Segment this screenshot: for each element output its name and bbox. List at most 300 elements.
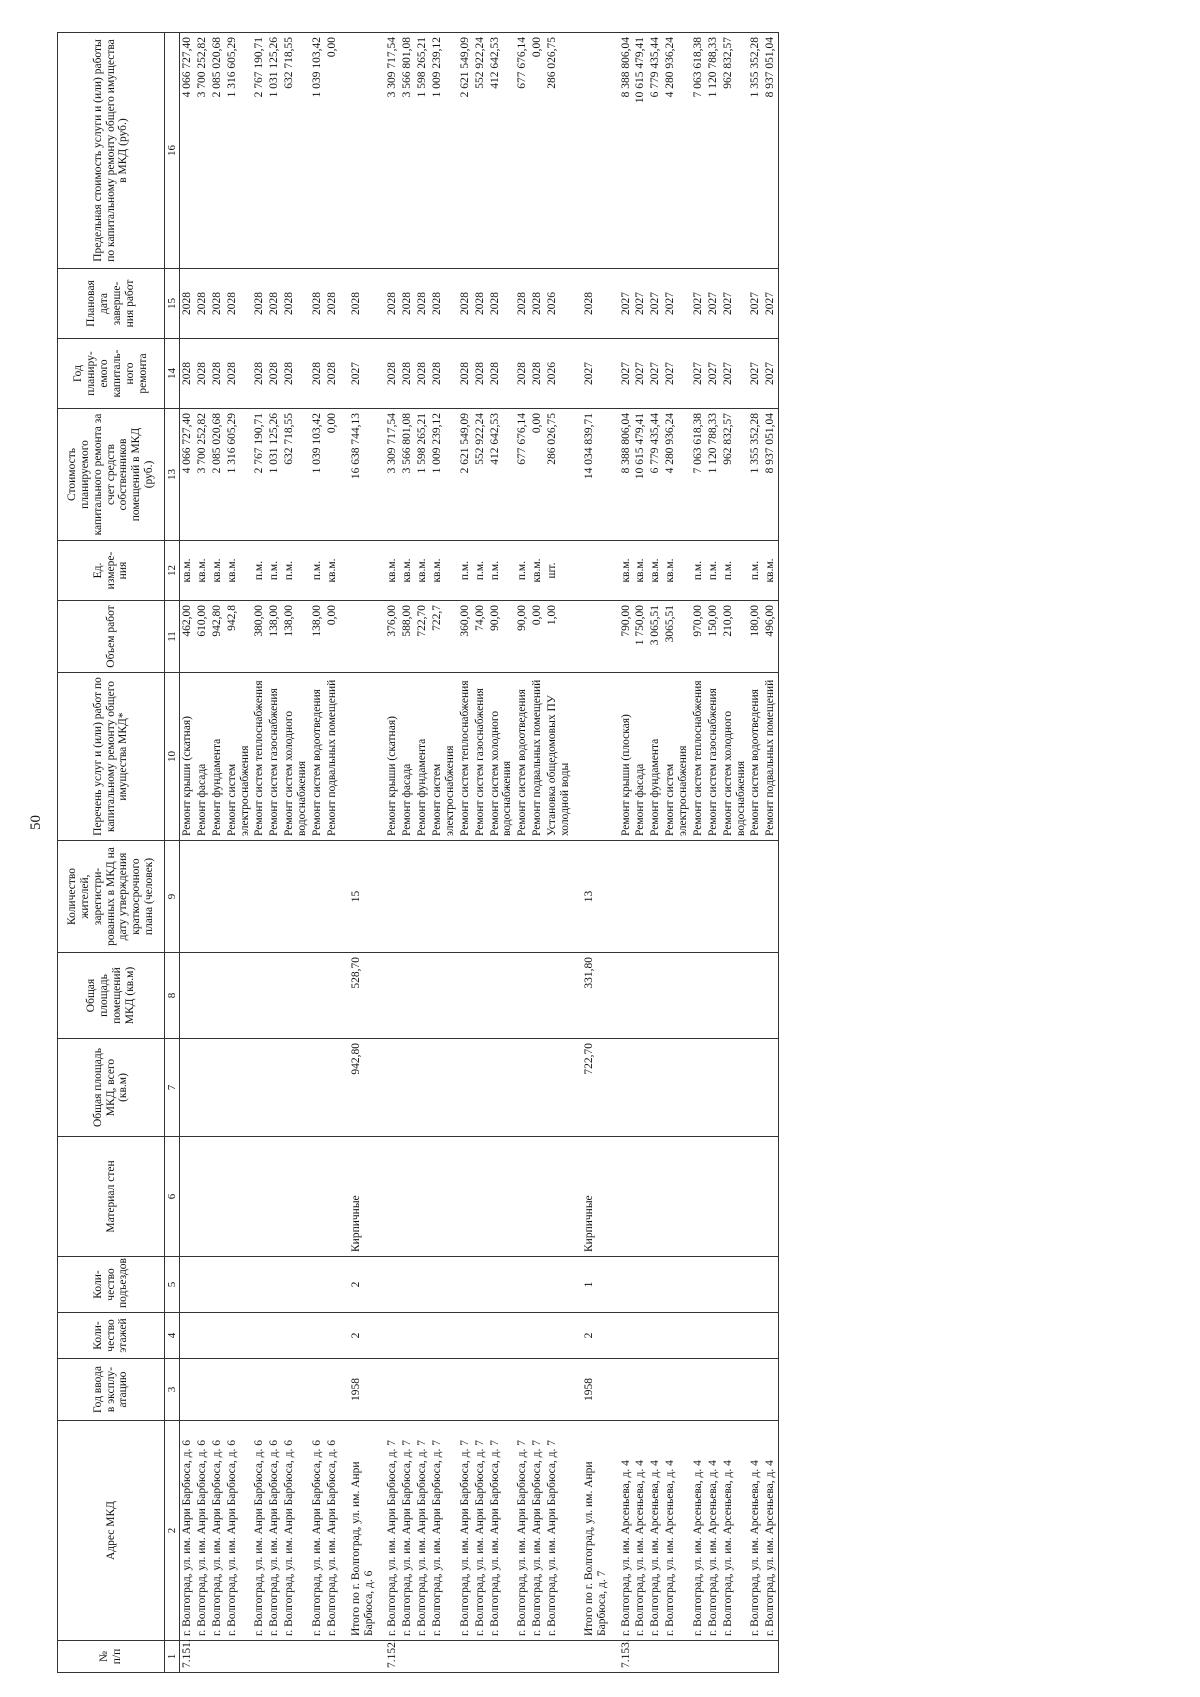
table-row — [530, 33, 545, 1673]
premises-area-cell — [619, 953, 634, 1039]
total-area-cell — [748, 1039, 763, 1137]
work-volume-cell: 74,00 — [473, 601, 488, 673]
total-area-cell — [415, 1039, 430, 1137]
end-date-cell: 2028 — [430, 269, 458, 339]
year-built-cell — [415, 1359, 430, 1421]
wall-material-cell — [648, 1137, 663, 1257]
table-row — [282, 33, 310, 1673]
total-area-cell — [530, 1039, 545, 1137]
unit-cell: кв.м. — [210, 541, 225, 601]
premises-area-cell — [663, 953, 691, 1039]
total-area-cell — [195, 1039, 210, 1137]
work-volume-cell: 0,00 — [325, 601, 340, 673]
premises-area-cell — [180, 953, 195, 1039]
premises-area-cell — [195, 953, 210, 1039]
residents-cell — [748, 841, 763, 953]
row-number — [488, 1641, 516, 1673]
table-row — [515, 33, 530, 1673]
end-date-cell: 2027 — [748, 269, 763, 339]
limit-cost-cell: 632 718,55 — [282, 33, 310, 269]
table-row — [748, 33, 763, 1673]
table-row — [763, 33, 778, 1673]
entrances-cell: 1 — [573, 1257, 619, 1313]
page-number: 50 — [28, 815, 44, 830]
year-built-cell — [225, 1359, 253, 1421]
work-type-cell: Ремонт фундамента — [415, 673, 430, 841]
end-date-cell: 2027 — [663, 269, 691, 339]
wall-material-cell — [619, 1137, 634, 1257]
limit-cost-cell — [340, 33, 386, 269]
table-row — [545, 33, 573, 1673]
work-volume-cell: 180,00 — [748, 601, 763, 673]
row-number — [415, 1641, 430, 1673]
table-row — [648, 33, 663, 1673]
entrances-cell — [691, 1257, 706, 1313]
column-number-15: 15 — [165, 269, 180, 339]
row-number — [648, 1641, 663, 1673]
repair-year-cell: 2028 — [488, 339, 516, 409]
premises-area-cell — [415, 953, 430, 1039]
work-volume-cell: 138,00 — [267, 601, 282, 673]
work-volume-cell: 942,80 — [210, 601, 225, 673]
repair-year-cell: 2028 — [195, 339, 210, 409]
column-number-14: 14 — [165, 339, 180, 409]
column-number-1: 1 — [165, 1641, 180, 1673]
column-header-11: Объем работ — [58, 601, 165, 673]
column-header-13: Стоимость планируемого капитального ремонта за счет средств собственников помещений в МКД (руб.) — [58, 409, 165, 541]
repair-year-cell: 2028 — [458, 339, 473, 409]
work-volume-cell: 610,00 — [195, 601, 210, 673]
row-number — [545, 1641, 573, 1673]
address-cell: г. Волгоград, ул. им. Анри Барбюса, д. 6 — [282, 1421, 310, 1641]
address-cell: г. Волгоград, ул. им. Анри Барбюса, д. 7 — [515, 1421, 530, 1641]
work-type-cell: Ремонт систем теплоснабжения — [691, 673, 706, 841]
column-header-4: Коли-чество этажей — [58, 1313, 165, 1359]
work-type-cell: Ремонт фасада — [633, 673, 648, 841]
premises-area-cell — [400, 953, 415, 1039]
end-date-cell: 2028 — [458, 269, 473, 339]
residents-cell — [385, 841, 400, 953]
column-header-12: Ед. измере-ния — [58, 541, 165, 601]
work-volume-cell — [340, 601, 386, 673]
wall-material-cell — [458, 1137, 473, 1257]
residents-cell — [180, 841, 195, 953]
entrances-cell — [400, 1257, 415, 1313]
premises-area-cell — [691, 953, 706, 1039]
table-row — [473, 33, 488, 1673]
unit-cell: п.м. — [252, 541, 267, 601]
address-cell: г. Волгоград, ул. им. Арсеньева, д. 4 — [721, 1421, 749, 1641]
table-row — [619, 33, 634, 1673]
end-date-cell: 2028 — [515, 269, 530, 339]
limit-cost-cell: 8 937 051,04 — [763, 33, 778, 269]
total-area-cell — [210, 1039, 225, 1137]
year-built-cell — [488, 1359, 516, 1421]
work-volume-cell: 138,00 — [310, 601, 325, 673]
table-row — [252, 33, 267, 1673]
repair-year-cell: 2028 — [515, 339, 530, 409]
limit-cost-cell: 1 120 788,33 — [706, 33, 721, 269]
residents-cell — [458, 841, 473, 953]
wall-material-cell — [400, 1137, 415, 1257]
total-area-cell — [458, 1039, 473, 1137]
cost-cell: 677 676,14 — [515, 409, 530, 541]
cost-cell: 1 039 103,42 — [310, 409, 325, 541]
table-row — [663, 33, 691, 1673]
floors-cell — [706, 1313, 721, 1359]
floors-cell — [545, 1313, 573, 1359]
floors-cell — [721, 1313, 749, 1359]
cost-cell: 2 767 190,71 — [252, 409, 267, 541]
column-header-7: Общая площадь МКД, всего (кв.м) — [58, 1039, 165, 1137]
premises-area-cell — [721, 953, 749, 1039]
entrances-cell — [195, 1257, 210, 1313]
unit-cell: кв.м. — [633, 541, 648, 601]
cost-cell: 7 063 618,38 — [691, 409, 706, 541]
work-type-cell: Ремонт подвальных помещений — [325, 673, 340, 841]
limit-cost-cell: 4 280 936,24 — [663, 33, 691, 269]
total-area-cell — [663, 1039, 691, 1137]
floors-cell — [325, 1313, 340, 1359]
entrances-cell: 2 — [340, 1257, 386, 1313]
row-number — [748, 1641, 763, 1673]
work-volume-cell: 90,00 — [515, 601, 530, 673]
repair-year-cell: 2028 — [385, 339, 400, 409]
entrances-cell — [545, 1257, 573, 1313]
premises-area-cell: 528,70 — [340, 953, 386, 1039]
rotated-document — [57, 33, 1200, 1673]
end-date-cell: 2028 — [400, 269, 415, 339]
work-volume-cell: 462,00 — [180, 601, 195, 673]
table-header-row — [58, 33, 165, 1673]
address-cell: г. Волгоград, ул. им. Анри Барбюса, д. 7 — [545, 1421, 573, 1641]
total-area-cell — [310, 1039, 325, 1137]
row-number — [267, 1641, 282, 1673]
row-number — [310, 1641, 325, 1673]
address-cell: Итого по г. Волгоград, ул. им. Анри Барбюса, д. 6 — [340, 1421, 386, 1641]
work-volume-cell: 3065,51 — [663, 601, 691, 673]
year-built-cell — [430, 1359, 458, 1421]
year-built-cell — [619, 1359, 634, 1421]
unit-cell: п.м. — [721, 541, 749, 601]
cost-cell: 2 085 020,68 — [210, 409, 225, 541]
entrances-cell — [325, 1257, 340, 1313]
address-cell: г. Волгоград, ул. им. Анри Барбюса, д. 7 — [385, 1421, 400, 1641]
column-number-10: 10 — [165, 673, 180, 841]
row-number — [515, 1641, 530, 1673]
address-cell: г. Волгоград, ул. им. Анри Барбюса, д. 6 — [210, 1421, 225, 1641]
column-number-9: 9 — [165, 841, 180, 953]
year-built-cell — [458, 1359, 473, 1421]
unit-cell: кв.м. — [415, 541, 430, 601]
total-area-cell — [619, 1039, 634, 1137]
residents-cell — [515, 841, 530, 953]
work-type-cell: Ремонт крыши (скатная) — [180, 673, 195, 841]
address-cell: г. Волгоград, ул. им. Анри Барбюса, д. 6 — [267, 1421, 282, 1641]
table-body — [180, 33, 779, 1673]
wall-material-cell — [430, 1137, 458, 1257]
floors-cell — [267, 1313, 282, 1359]
unit-cell: кв.м. — [619, 541, 634, 601]
wall-material-cell — [210, 1137, 225, 1257]
premises-area-cell — [458, 953, 473, 1039]
row-number — [633, 1641, 648, 1673]
repair-year-cell: 2028 — [252, 339, 267, 409]
floors-cell — [473, 1313, 488, 1359]
work-type-cell: Ремонт фасада — [400, 673, 415, 841]
limit-cost-cell: 552 922,24 — [473, 33, 488, 269]
floors-cell — [415, 1313, 430, 1359]
row-number — [282, 1641, 310, 1673]
address-cell: г. Волгоград, ул. им. Анри Барбюса, д. 7 — [400, 1421, 415, 1641]
work-type-cell: Ремонт подвальных помещений — [530, 673, 545, 841]
year-built-cell — [473, 1359, 488, 1421]
repair-year-cell: 2027 — [648, 339, 663, 409]
total-area-cell — [225, 1039, 253, 1137]
column-header-15: Плановая дата заверше-ния работ — [58, 269, 165, 339]
entrances-cell — [225, 1257, 253, 1313]
address-cell: Итого по г. Волгоград, ул. им. Анри Барбюса, д. 7 — [573, 1421, 619, 1641]
repair-year-cell: 2027 — [691, 339, 706, 409]
address-cell: г. Волгоград, ул. им. Арсеньева, д. 4 — [748, 1421, 763, 1641]
residents-cell — [663, 841, 691, 953]
residents-cell — [530, 841, 545, 953]
floors-cell: 2 — [573, 1313, 619, 1359]
row-number: 7.152. — [385, 1641, 400, 1673]
floors-cell — [663, 1313, 691, 1359]
wall-material-cell: Кирпичные — [573, 1137, 619, 1257]
table-row — [430, 33, 458, 1673]
address-cell: г. Волгоград, ул. им. Арсеньева, д. 4 — [663, 1421, 691, 1641]
column-header-16: Предельная стоимость услуги и (или) работы по капитальному ремонту общего имущества в МКД (руб.) — [58, 33, 165, 269]
entrances-cell — [515, 1257, 530, 1313]
cost-cell: 1 009 239,12 — [430, 409, 458, 541]
limit-cost-cell: 962 832,57 — [721, 33, 749, 269]
wall-material-cell — [663, 1137, 691, 1257]
total-area-cell — [385, 1039, 400, 1137]
entrances-cell — [633, 1257, 648, 1313]
residents-cell — [282, 841, 310, 953]
limit-cost-cell: 677 676,14 — [515, 33, 530, 269]
limit-cost-cell: 1 039 103,42 — [310, 33, 325, 269]
limit-cost-cell: 3 700 252,82 — [195, 33, 210, 269]
address-cell: г. Волгоград, ул. им. Арсеньева, д. 4 — [763, 1421, 778, 1641]
column-header-6: Материал стен — [58, 1137, 165, 1257]
premises-area-cell — [473, 953, 488, 1039]
floors-cell — [225, 1313, 253, 1359]
year-built-cell — [282, 1359, 310, 1421]
repair-year-cell: 2027 — [340, 339, 386, 409]
cost-cell: 1 031 125,26 — [267, 409, 282, 541]
column-header-14: Год планиру-емого капиталь-ного ремонта — [58, 339, 165, 409]
residents-cell — [648, 841, 663, 953]
total-area-cell — [430, 1039, 458, 1137]
residents-cell — [400, 841, 415, 953]
work-volume-cell: 970,00 — [691, 601, 706, 673]
residents-cell: 15 — [340, 841, 386, 953]
cost-cell: 962 832,57 — [721, 409, 749, 541]
year-built-cell — [748, 1359, 763, 1421]
table-row — [385, 33, 400, 1673]
total-area-cell — [180, 1039, 195, 1137]
limit-cost-cell: 7 063 618,38 — [691, 33, 706, 269]
address-cell: г. Волгоград, ул. им. Анри Барбюса, д. 6 — [325, 1421, 340, 1641]
residents-cell: 13 — [573, 841, 619, 953]
row-number — [663, 1641, 691, 1673]
table-row — [458, 33, 473, 1673]
work-type-cell: Установка общедомовых ПУ холодной воды — [545, 673, 573, 841]
end-date-cell: 2028 — [310, 269, 325, 339]
row-number — [210, 1641, 225, 1673]
premises-area-cell — [430, 953, 458, 1039]
wall-material-cell — [515, 1137, 530, 1257]
floors-cell — [430, 1313, 458, 1359]
column-number-8: 8 — [165, 953, 180, 1039]
repair-year-cell: 2028 — [225, 339, 253, 409]
repair-year-cell: 2028 — [473, 339, 488, 409]
address-cell: г. Волгоград, ул. им. Анри Барбюса, д. 6 — [225, 1421, 253, 1641]
address-cell: г. Волгоград, ул. им. Анри Барбюса, д. 6 — [310, 1421, 325, 1641]
premises-area-cell — [530, 953, 545, 1039]
repair-year-cell: 2026 — [545, 339, 573, 409]
entrances-cell — [180, 1257, 195, 1313]
end-date-cell: 2028 — [488, 269, 516, 339]
limit-cost-cell: 4 066 727,40 — [180, 33, 195, 269]
cost-cell: 412 642,53 — [488, 409, 516, 541]
repair-year-cell: 2028 — [210, 339, 225, 409]
cost-cell: 0,00 — [325, 409, 340, 541]
unit-cell: кв.м. — [430, 541, 458, 601]
residents-cell — [325, 841, 340, 953]
work-volume-cell: 376,00 — [385, 601, 400, 673]
work-type-cell: Ремонт крыши (плоская) — [619, 673, 634, 841]
limit-cost-cell: 6 779 435,44 — [648, 33, 663, 269]
cost-cell: 3 700 252,82 — [195, 409, 210, 541]
limit-cost-cell: 2 767 190,71 — [252, 33, 267, 269]
work-volume-cell: 722,70 — [415, 601, 430, 673]
residents-cell — [430, 841, 458, 953]
unit-cell: кв.м. — [385, 541, 400, 601]
floors-cell — [210, 1313, 225, 1359]
cost-cell: 2 621 549,09 — [458, 409, 473, 541]
limit-cost-cell: 8 388 806,04 — [619, 33, 634, 269]
limit-cost-cell: 286 026,75 — [545, 33, 573, 269]
row-number — [721, 1641, 749, 1673]
repair-year-cell: 2028 — [325, 339, 340, 409]
wall-material-cell — [225, 1137, 253, 1257]
table-row — [691, 33, 706, 1673]
row-number — [691, 1641, 706, 1673]
address-cell: г. Волгоград, ул. им. Анри Барбюса, д. 7 — [473, 1421, 488, 1641]
summary-row — [340, 33, 386, 1673]
row-number — [530, 1641, 545, 1673]
year-built-cell: 1958 — [573, 1359, 619, 1421]
work-type-cell: Ремонт систем водоотведения — [748, 673, 763, 841]
residents-cell — [763, 841, 778, 953]
end-date-cell: 2026 — [545, 269, 573, 339]
floors-cell — [195, 1313, 210, 1359]
residents-cell — [619, 841, 634, 953]
premises-area-cell — [488, 953, 516, 1039]
end-date-cell: 2028 — [385, 269, 400, 339]
limit-cost-cell: 2 621 549,09 — [458, 33, 473, 269]
work-type-cell: Ремонт систем газоснабжения — [473, 673, 488, 841]
row-number — [252, 1641, 267, 1673]
entrances-cell — [430, 1257, 458, 1313]
column-number-13: 13 — [165, 409, 180, 541]
repair-year-cell: 2027 — [663, 339, 691, 409]
wall-material-cell — [180, 1137, 195, 1257]
floors-cell — [648, 1313, 663, 1359]
total-area-cell: 722,70 — [573, 1039, 619, 1137]
cost-cell: 286 026,75 — [545, 409, 573, 541]
unit-cell: п.м. — [267, 541, 282, 601]
wall-material-cell — [633, 1137, 648, 1257]
residents-cell — [252, 841, 267, 953]
work-volume-cell: 210,00 — [721, 601, 749, 673]
premises-area-cell — [282, 953, 310, 1039]
limit-cost-cell: 1 031 125,26 — [267, 33, 282, 269]
end-date-cell: 2027 — [721, 269, 749, 339]
total-area-cell — [721, 1039, 749, 1137]
residents-cell — [691, 841, 706, 953]
premises-area-cell — [310, 953, 325, 1039]
unit-cell: п.м. — [691, 541, 706, 601]
unit-cell: п.м. — [488, 541, 516, 601]
work-type-cell: Ремонт систем теплоснабжения — [252, 673, 267, 841]
column-number-6: 6 — [165, 1137, 180, 1257]
year-built-cell — [545, 1359, 573, 1421]
wall-material-cell — [545, 1137, 573, 1257]
entrances-cell — [415, 1257, 430, 1313]
cost-cell: 3 309 717,54 — [385, 409, 400, 541]
wall-material-cell — [282, 1137, 310, 1257]
end-date-cell: 2027 — [648, 269, 663, 339]
unit-cell: кв.м. — [180, 541, 195, 601]
repair-year-cell: 2027 — [721, 339, 749, 409]
column-number-3: 3 — [165, 1359, 180, 1421]
table-row — [180, 33, 195, 1673]
unit-cell: п.м. — [473, 541, 488, 601]
row-number — [430, 1641, 458, 1673]
entrances-cell — [763, 1257, 778, 1313]
total-area-cell: 942,80 — [340, 1039, 386, 1137]
entrances-cell — [252, 1257, 267, 1313]
premises-area-cell — [763, 953, 778, 1039]
limit-cost-cell: 1 316 605,29 — [225, 33, 253, 269]
total-area-cell — [633, 1039, 648, 1137]
end-date-cell: 2028 — [530, 269, 545, 339]
total-area-cell — [325, 1039, 340, 1137]
limit-cost-cell: 3 309 717,54 — [385, 33, 400, 269]
wall-material-cell — [267, 1137, 282, 1257]
entrances-cell — [473, 1257, 488, 1313]
work-volume-cell: 360,00 — [458, 601, 473, 673]
row-number — [473, 1641, 488, 1673]
unit-cell: п.м. — [515, 541, 530, 601]
year-built-cell: 1958 — [340, 1359, 386, 1421]
wall-material-cell — [763, 1137, 778, 1257]
residents-cell — [706, 841, 721, 953]
address-cell: г. Волгоград, ул. им. Анри Барбюса, д. 7 — [430, 1421, 458, 1641]
table-row — [310, 33, 325, 1673]
address-cell: г. Волгоград, ул. им. Арсеньева, д. 4 — [648, 1421, 663, 1641]
floors-cell — [633, 1313, 648, 1359]
work-type-cell: Ремонт фасада — [195, 673, 210, 841]
premises-area-cell — [325, 953, 340, 1039]
table-row — [325, 33, 340, 1673]
unit-cell: шт. — [545, 541, 573, 601]
